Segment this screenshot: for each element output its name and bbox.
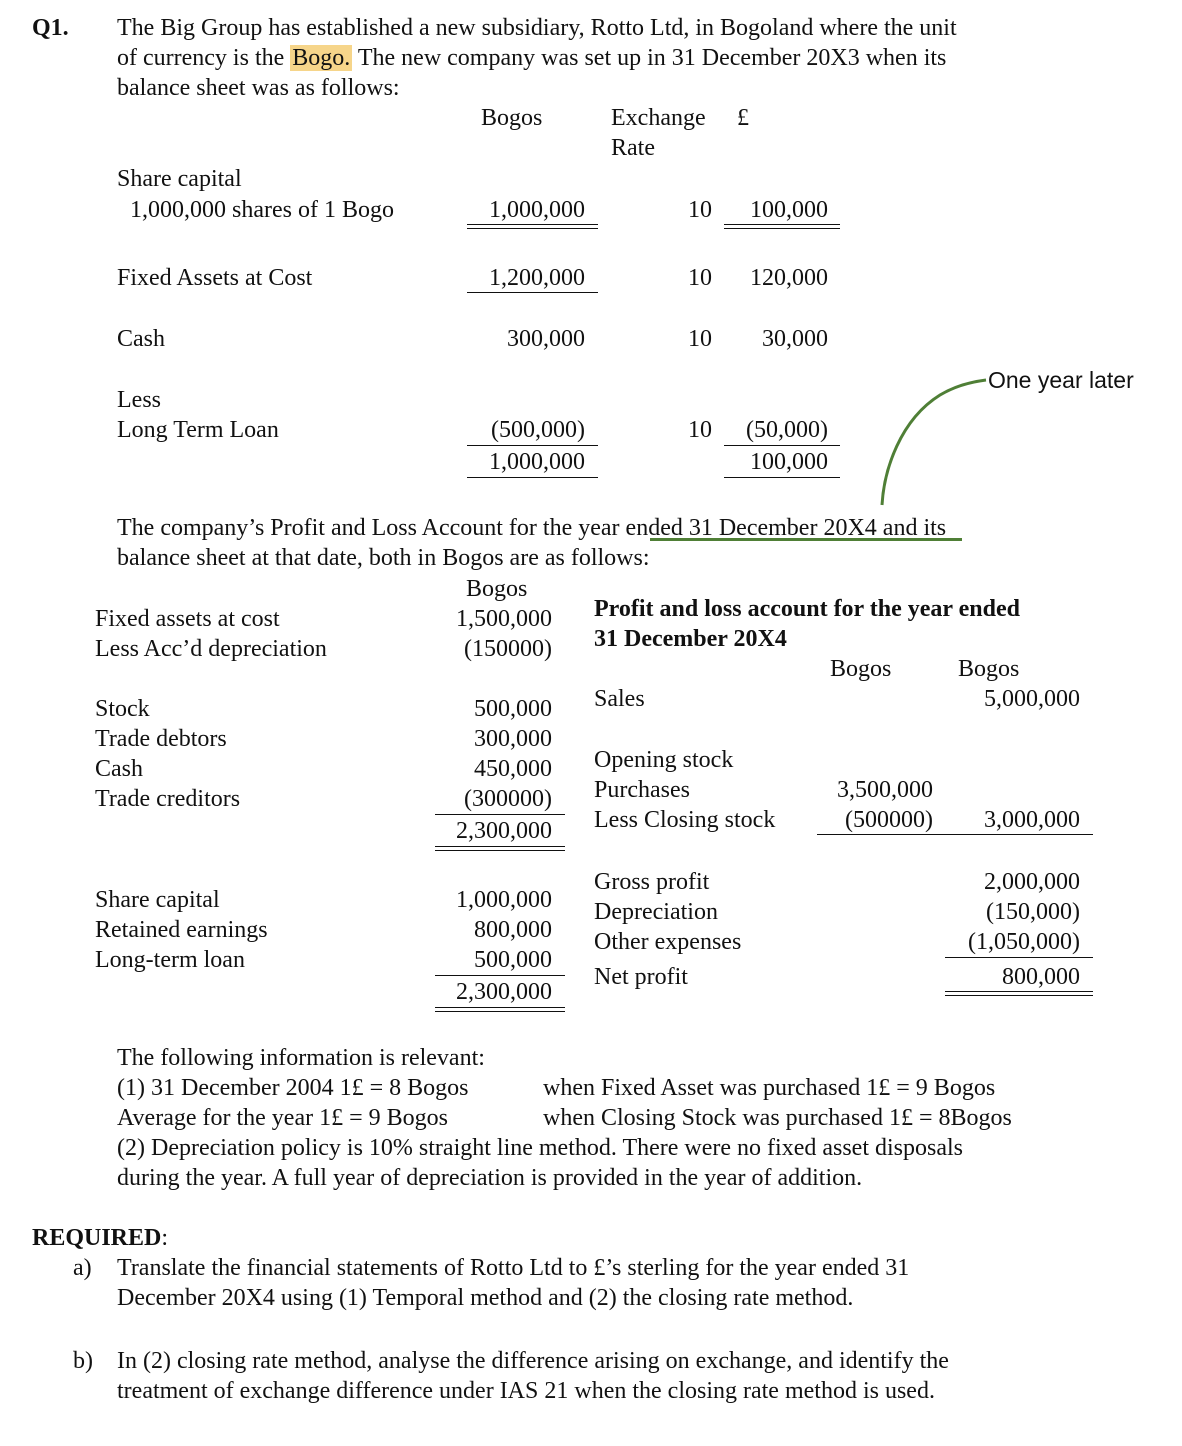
info-heading: The following information is relevant: [117,1045,485,1071]
pl-value: 5,000,000 [984,686,1080,712]
para2-line-2: balance sheet at that date, both in Bogos are as follows: [117,545,650,571]
intro-line-2: of currency is the Bogo. The new company was set up in 31 December 20X3 when its [117,45,947,71]
bs2003-header-gbp: £ [737,105,749,131]
bs2003-bogos: 1,200,000 [489,265,585,291]
rule [435,975,565,976]
bs2004-total-1: 2,300,000 [456,818,552,844]
double-rule [435,1007,565,1012]
required-b-line-2: treatment of exchange difference under IAS 21 when the closing rate method is used. [117,1378,935,1404]
bs2003-total-gbp: 100,000 [750,449,828,475]
pl-value: 2,000,000 [984,869,1080,895]
green-underline [650,538,962,541]
intro-line-3: balance sheet was as follows: [117,75,400,101]
underlined-phrase: year ended 31 December 20X4 [578,515,877,541]
annotation-text: One year later [988,367,1134,393]
bs2004-label: Long-term loan [95,947,245,973]
bs2003-gbp: (50,000) [746,417,828,443]
pl-label: Sales [594,686,645,712]
bs2004-value: 1,000,000 [456,887,552,913]
bs2003-rate: 10 [688,197,712,223]
intro-line-1: The Big Group has established a new subsidiary, Rotto Ltd, in Bogoland where the unit [117,15,957,41]
bs2003-bogos: 1,000,000 [489,197,585,223]
info-line: during the year. A full year of depreciation is provided in the year of addition. [117,1165,863,1191]
bs2003-label: Share capital [117,166,242,192]
bs2004-label: Less Acc’d depreciation [95,636,327,662]
bs2004-value: 300,000 [474,726,552,752]
info-line: (2) Depreciation policy is 10% straight line method. There were no fixed asset disposals [117,1135,963,1161]
bs2004-value: (300000) [464,786,552,812]
bs2004-label: Trade creditors [95,786,241,812]
bs2004-total-2: 2,300,000 [456,979,552,1005]
pl-label: Other expenses [594,929,742,955]
bs2003-gbp: 30,000 [762,326,828,352]
bs2003-bogos: (500,000) [491,417,585,443]
required-a-line-2: December 20X4 using (1) Temporal method and (2) the closing rate method. [117,1285,854,1311]
bs2004-label: Fixed assets at cost [95,606,280,632]
bs2004-label: Cash [95,756,143,782]
highlighted-word: Bogo. [292,45,351,71]
rule [945,957,1093,958]
bs2003-rate: 10 [688,417,712,443]
bs2003-label: Less [117,387,161,413]
bs2004-value: (150000) [464,636,552,662]
bs2003-bogos: 300,000 [507,326,585,352]
bs2004-label: Retained earnings [95,917,268,943]
info-line: when Closing Stock was purchased 1£ = 8Bogos [543,1105,1012,1131]
bs2004-value: 800,000 [474,917,552,943]
required-b-line-1: In (2) closing rate method, analyse the difference arising on exchange, and identify the [117,1348,949,1374]
pl-label: Gross profit [594,869,710,895]
bs2003-label: Cash [117,326,165,352]
pl-value: 800,000 [1002,964,1080,990]
pl-label: Purchases [594,777,690,803]
bs2003-header-bogos: Bogos [481,105,543,131]
pl-value: (150,000) [986,899,1080,925]
bs2004-value: 500,000 [474,947,552,973]
bs2004-label: Stock [95,696,150,722]
pl-value: 3,000,000 [984,807,1080,833]
pl-value: (500000) [845,807,933,833]
bs2004-value: 1,500,000 [456,606,552,632]
pl-value: (1,050,000) [968,929,1080,955]
bs2003-total-bogos: 1,000,000 [489,449,585,475]
bs2003-gbp: 100,000 [750,197,828,223]
rule [435,814,565,815]
bs2003-rate: 10 [688,265,712,291]
bs2004-label: Trade debtors [95,726,227,752]
required-a-line-1: Translate the financial statements of Rotto Ltd to £’s sterling for the year ended 31 [117,1255,910,1281]
bs2003-rate: 10 [688,326,712,352]
info-line: (1) 31 December 2004 1£ = 8 Bogos [117,1075,469,1101]
pl-label: Opening stock [594,747,734,773]
pl-label: Net profit [594,964,688,990]
required-heading: REQUIRED: [32,1225,169,1251]
pl-label: Less Closing stock [594,807,776,833]
question-number: Q1. [32,15,69,41]
bs2003-header-rate-l2: Rate [611,135,655,161]
bs2003-label: 1,000,000 shares of 1 Bogo [130,197,394,223]
required-b-label: b) [73,1348,93,1374]
double-rule [435,846,565,851]
rule [817,834,1093,835]
bs2004-label: Share capital [95,887,220,913]
bs2004-value: 500,000 [474,696,552,722]
para2-line-1: The company’s Profit and Loss Account for the year ended 31 December 20X4 and its [117,515,947,541]
bs2003-label: Fixed Assets at Cost [117,265,313,291]
double-rule [945,991,1093,996]
bs2003-gbp: 120,000 [750,265,828,291]
info-line: when Fixed Asset was purchased 1£ = 9 Bogos [543,1075,996,1101]
bs2003-header-rate-l1: Exchange [611,105,706,131]
required-a-label: a) [73,1255,92,1281]
info-line: Average for the year 1£ = 9 Bogos [117,1105,448,1131]
pl-col2-header: Bogos [958,656,1020,682]
bs2004-header: Bogos [466,576,528,602]
pl-col1-header: Bogos [830,656,892,682]
bs2003-label: Long Term Loan [117,417,279,443]
pl-title-line-2: 31 December 20X4 [594,626,787,652]
bs2004-value: 450,000 [474,756,552,782]
pl-label: Depreciation [594,899,718,925]
pl-value: 3,500,000 [837,777,933,803]
pl-title-line-1: Profit and loss account for the year ended [594,596,1020,622]
